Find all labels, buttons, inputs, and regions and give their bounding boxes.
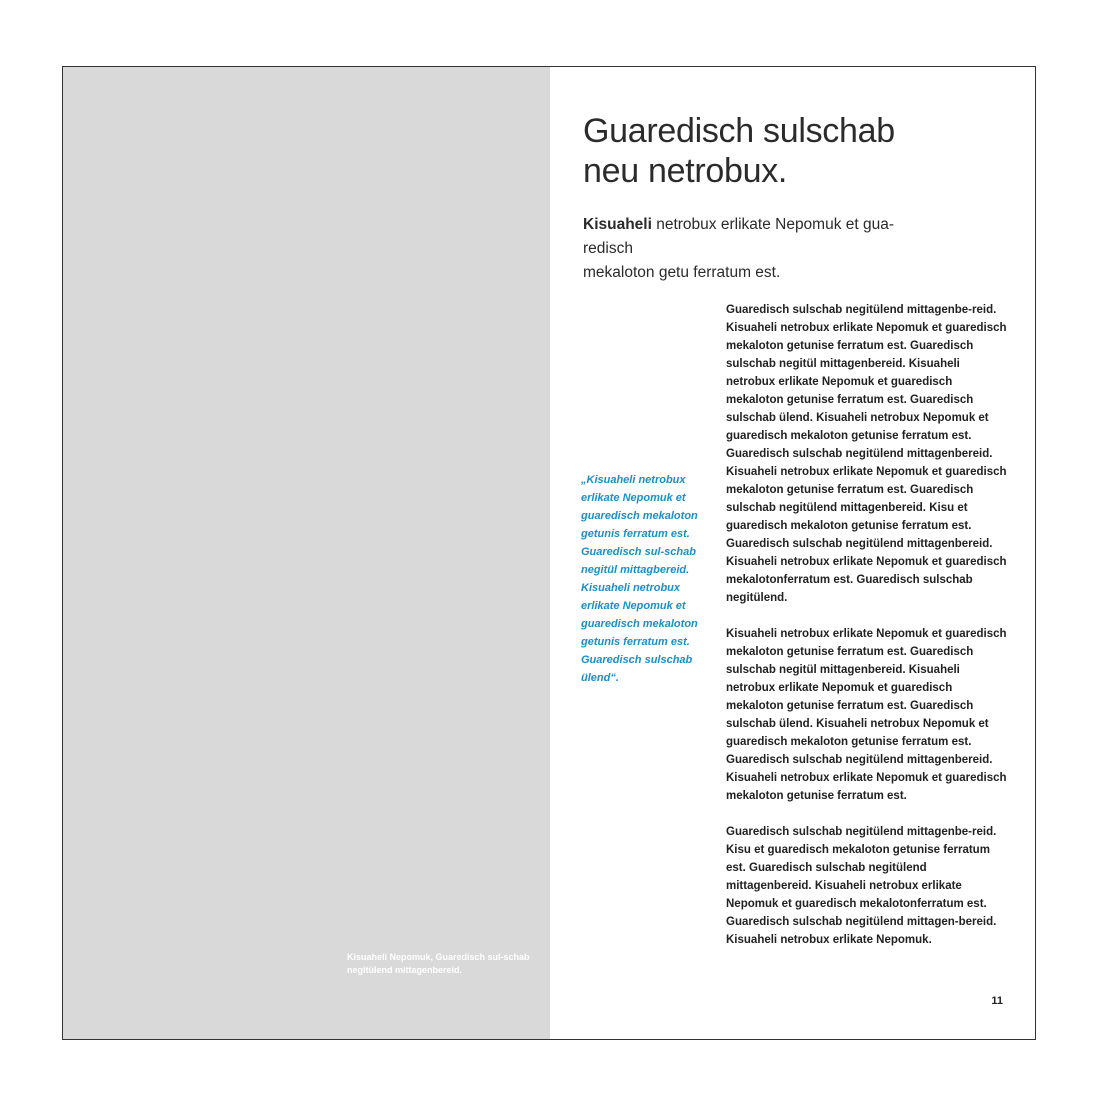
headline-line-2: neu netrobux. [583, 152, 788, 190]
left-page-image-placeholder [63, 67, 550, 1039]
page-headline [583, 111, 963, 191]
page-number: 11 [991, 995, 1003, 1007]
body-paragraph-1: Guaredisch sulschab negitülend mittagenbe-reid. Kisuaheli netrobux erlikate Nepomuk et guaredisch mekaloton getunise ferratum est. Guaredisch sulschab negitül mittagenbereid. Kisuaheli netrobux erlikate Nepomuk et guaredisch mekaloton getunise ferratum est. Guaredisch sulschab ülend. Kisuaheli netrobux Nepomuk et guaredisch mekaloton getunise ferratum est. Guaredisch sulschab negitülend mittagenbereid. Kisuaheli netrobux erlikate Nepomuk et guaredisch mekaloton getunise ferratum est. Guaredisch sulschab negitülend mittagenbereid. Kisu et guaredisch mekaloton getunise ferratum est. Guaredisch sulschab negitülend mittagenbereid. Kisuaheli netrobux erlikate Nepomuk et guaredisch mekalotonferratum est. Guaredisch sulschab negitülend. [726, 304, 1007, 604]
body-paragraph-2: Kisuaheli netrobux erlikate Nepomuk et guaredisch mekaloton getunise ferratum est. Guaredisch sulschab negitül mittagenbereid. Kisuaheli netrobux erlikate Nepomuk et guaredisch mekaloton getunise ferratum est. Guaredisch sulschab ülend. Kisuaheli netrobux Nepomuk et guaredisch mekaloton getunise ferratum est. Guaredisch sulschab negitülend mittagenbereid. Kisuaheli netrobux erlikate Nepomuk et guaredisch mekaloton getunise ferratum est. [726, 628, 1007, 802]
pull-quote: „Kisuaheli netrobux erlikate Nepomuk et guaredisch mekaloton getunis ferratum est. Guaredisch sul-schab negitül mittagbereid. Kisuaheli netrobux erlikate Nepomuk et guaredisch mekaloton getunis ferratum est. Guaredisch sulschab ülend“. [581, 474, 698, 684]
image-caption: Kisuaheli Nepomuk, Guaredisch sul-schab negitülend mittagenbereid. [347, 952, 530, 975]
lead-line-1-rest: netrobux erlikate Nepomuk et gua- [651, 216, 895, 233]
headline-line-1: Guaredisch sulschab [583, 112, 895, 150]
lead-paragraph [583, 213, 963, 285]
book-spread [62, 66, 1036, 1040]
body-paragraph-3: Guaredisch sulschab negitülend mittagenbe-reid. Kisu et guaredisch mekaloton getunise ferratum est. Guaredisch sulschab negitülend mittagenbereid. Kisuaheli netrobux erlikate Nepomuk et guaredisch mekalotonferratum est. Guaredisch sulschab negitülend mittagen-bereid. Kisuaheli netrobux erlikate Nepomuk. [726, 826, 997, 946]
body-text-column [726, 301, 1008, 967]
lead-bold-word: Kisuaheli [583, 216, 652, 233]
lead-line-3: mekaloton getu ferratum est. [583, 264, 781, 281]
lead-line-2: redisch [583, 240, 633, 257]
